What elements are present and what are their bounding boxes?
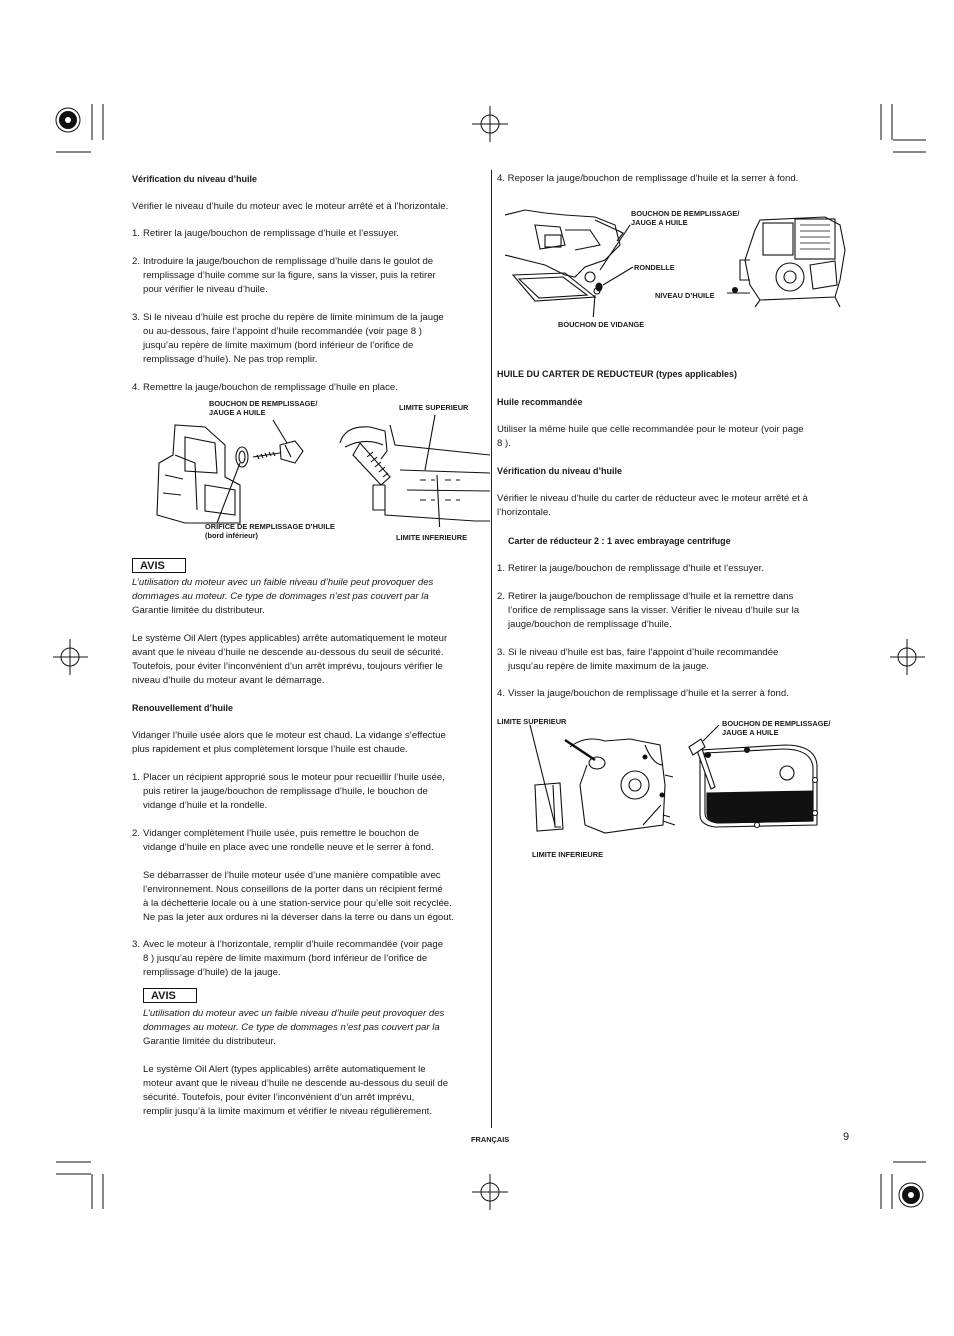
paragraph-intro: Vérifier le niveau d’huile du moteur avec le moteur arrêté et à l’horizontale. — [132, 201, 449, 212]
page-number: 9 — [843, 1131, 850, 1143]
notice-tail-1: Garantie limitée du distributeur. — [132, 605, 265, 616]
notice-badge-2: AVIS — [143, 988, 197, 1003]
fig2-label-washer: RONDELLE — [634, 263, 675, 272]
oil-alert-paragraph-2: Le système Oil Alert (types applicables) arrête automatiquement le moteur avant que le niveau d’huile ne descende au-dessous du seuil de sécurité. Toutefois, pour éviter l’inconvénient d’un arrêt imprévu, remplir jusqu’à la limite maximum et vérifier le niveau régulièrement. — [143, 1064, 449, 1117]
oil-drain-figure — [505, 205, 850, 317]
oil-change-intro: Vidanger l’huile usée alors que le moteur est chaud. La vidange s’effectue plus rapidement et plus complètement lorsque l’huile est chaude. — [132, 730, 446, 755]
fig1-label-cap: BOUCHON DE REMPLISSAGE/ JAUGE A HUILE — [209, 399, 318, 417]
recommended-oil-paragraph: Utiliser la même huile que celle recommandée pour le moteur (voir page 8 ). — [497, 424, 804, 449]
fig2-label-level: NIVEAU D’HUILE — [655, 291, 715, 300]
fig1-label-orifice: ORIFICE DE REMPLISSAGE D’HUILE (bord inférieur) — [205, 522, 335, 540]
fig1-label-upper: LIMITE SUPERIEUR — [399, 403, 469, 412]
notice-text-1: L’utilisation du moteur avec un faible niveau d’huile peut provoquer des dommages au moteur. Ce type de dommages n’est pas couvert par la — [132, 577, 434, 602]
environment-paragraph: Se débarrasser de l’huile moteur usée d’une manière compatible avec l’environnement. Nous conseillons de la porter dans un récipient fermé à la déchetterie locale ou à une station-service pour qu’elle soit recyclée. Ne pas la jeter aux ordures ni la déverser dans la terre ou dans un égout. — [143, 870, 454, 923]
heading-gear-case-oil: HUILE DU CARTER DE REDUCTEUR (types applicables) — [497, 369, 738, 379]
fig2-label-cap: BOUCHON DE REMPLISSAGE/ JAUGE A HUILE — [631, 209, 740, 227]
notice-tail-2: Garantie limitée du distributeur. — [143, 1036, 276, 1047]
fig3-label-lower: LIMITE INFERIEURE — [532, 850, 604, 859]
fig3-label-cap: BOUCHON DE REMPLISSAGE/ JAUGE A HUILE — [722, 719, 831, 737]
gear-level-paragraph: Vérifier le niveau d’huile du carter de réducteur avec le moteur arrêté et à l’horizontale. — [497, 493, 808, 518]
fig1-label-lower: LIMITE INFERIEURE — [396, 533, 468, 542]
footer-language: FRANÇAIS — [471, 1135, 510, 1144]
oil-alert-paragraph: Le système Oil Alert (types applicables) arrête automatiquement le moteur avant que le niveau d’huile ne descende au-dessous du seuil de sécurité. Toutefois, pour éviter l’inconvénient d’un arrêt imprévu, toujours vérifier le niveau d’huile du moteur avant le démarrage. — [132, 633, 448, 686]
column-divider — [491, 170, 492, 1128]
fig2-label-drain: BOUCHON DE VIDANGE — [558, 320, 645, 329]
heading-oil-level-check: Vérification du niveau d’huile — [132, 174, 258, 184]
heading-gear-level-check: Vérification du niveau d’huile — [497, 466, 623, 476]
heading-recommended-oil: Huile recommandée — [497, 397, 583, 407]
dipstick-figure — [145, 415, 490, 527]
heading-gear-case-type: Carter de réducteur 2 : 1 avec embrayage centrifuge — [508, 536, 731, 546]
notice-text-2: L’utilisation du moteur avec un faible niveau d’huile peut provoquer des dommages au moteur. Ce type de dommages n’est pas couvert par la — [143, 1008, 445, 1033]
reinstall-step: 4. Reposer la jauge/bouchon de remplissage d’huile et la serrer à fond. — [497, 173, 799, 184]
heading-oil-change: Renouvellement d’huile — [132, 703, 234, 713]
gear-case-figure — [525, 725, 835, 847]
fig3-label-upper: LIMITE SUPERIEUR — [497, 717, 567, 726]
notice-badge-1: AVIS — [132, 558, 186, 573]
